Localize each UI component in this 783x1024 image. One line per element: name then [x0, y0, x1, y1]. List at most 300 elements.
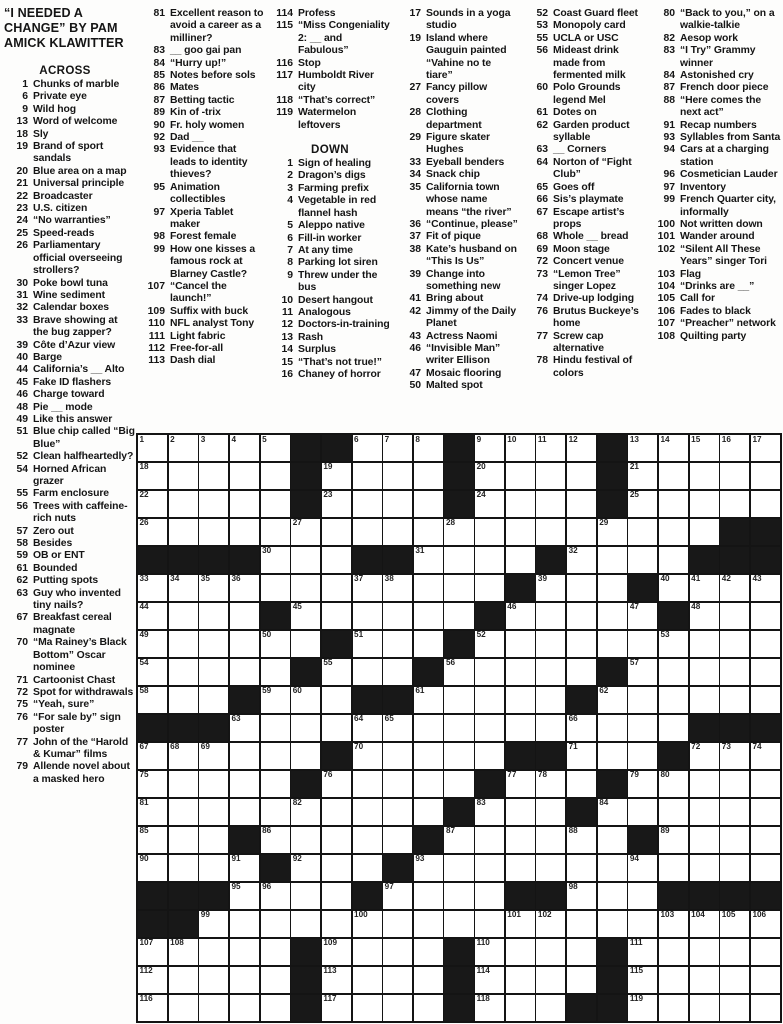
grid-cell[interactable]	[169, 771, 198, 797]
grid-cell[interactable]	[322, 855, 351, 881]
grid-cell[interactable]	[444, 855, 473, 881]
grid-cell[interactable]	[291, 519, 320, 545]
grid-cell[interactable]	[659, 911, 688, 937]
grid-cell[interactable]	[567, 603, 596, 629]
grid-cell[interactable]	[261, 799, 290, 825]
grid-cell[interactable]	[659, 463, 688, 489]
grid-cell[interactable]	[506, 827, 535, 853]
grid-cell[interactable]	[567, 491, 596, 517]
grid-cell[interactable]	[291, 603, 320, 629]
grid-cell[interactable]	[261, 547, 290, 573]
grid-cell[interactable]	[414, 519, 443, 545]
grid-cell[interactable]	[690, 967, 719, 993]
grid-cell[interactable]	[536, 827, 565, 853]
grid-cell[interactable]	[475, 659, 504, 685]
grid-cell[interactable]	[567, 855, 596, 881]
grid-cell[interactable]	[414, 715, 443, 741]
grid-cell[interactable]	[690, 687, 719, 713]
grid-cell[interactable]	[690, 995, 719, 1021]
grid-cell[interactable]	[230, 491, 259, 517]
grid-cell[interactable]	[506, 939, 535, 965]
grid-cell[interactable]	[751, 939, 780, 965]
grid-cell[interactable]	[199, 911, 228, 937]
grid-cell[interactable]	[628, 547, 657, 573]
grid-cell[interactable]	[414, 883, 443, 909]
grid-cell[interactable]	[536, 855, 565, 881]
grid-cell[interactable]	[506, 715, 535, 741]
grid-cell[interactable]	[690, 463, 719, 489]
grid-cell[interactable]	[598, 687, 627, 713]
grid-cell[interactable]	[169, 603, 198, 629]
grid-cell[interactable]	[628, 631, 657, 657]
grid-cell[interactable]	[536, 519, 565, 545]
grid-cell[interactable]	[138, 575, 167, 601]
grid-cell[interactable]	[230, 631, 259, 657]
grid-cell[interactable]	[169, 435, 198, 461]
grid-cell[interactable]	[261, 435, 290, 461]
grid-cell[interactable]	[199, 519, 228, 545]
grid-cell[interactable]	[506, 631, 535, 657]
grid-cell[interactable]	[475, 435, 504, 461]
grid-cell[interactable]	[291, 827, 320, 853]
grid-cell[interactable]	[690, 743, 719, 769]
grid-cell[interactable]	[444, 715, 473, 741]
grid-cell[interactable]	[199, 939, 228, 965]
grid-cell[interactable]	[628, 603, 657, 629]
grid-cell[interactable]	[414, 799, 443, 825]
grid-cell[interactable]	[353, 715, 382, 741]
grid-cell[interactable]	[261, 883, 290, 909]
grid-cell[interactable]	[659, 435, 688, 461]
grid-cell[interactable]	[720, 491, 749, 517]
grid-cell[interactable]	[720, 603, 749, 629]
grid-cell[interactable]	[690, 939, 719, 965]
grid-cell[interactable]	[138, 939, 167, 965]
grid-cell[interactable]	[475, 715, 504, 741]
grid-cell[interactable]	[169, 855, 198, 881]
grid-cell[interactable]	[199, 771, 228, 797]
grid-cell[interactable]	[414, 911, 443, 937]
grid-cell[interactable]	[475, 547, 504, 573]
grid-cell[interactable]	[138, 631, 167, 657]
grid-cell[interactable]	[291, 631, 320, 657]
grid-cell[interactable]	[199, 603, 228, 629]
grid-cell[interactable]	[690, 435, 719, 461]
grid-cell[interactable]	[230, 519, 259, 545]
grid-cell[interactable]	[322, 883, 351, 909]
grid-cell[interactable]	[475, 995, 504, 1021]
grid-cell[interactable]	[353, 491, 382, 517]
grid-cell[interactable]	[353, 603, 382, 629]
grid-cell[interactable]	[659, 687, 688, 713]
grid-cell[interactable]	[628, 939, 657, 965]
grid-cell[interactable]	[751, 771, 780, 797]
grid-cell[interactable]	[751, 911, 780, 937]
grid-cell[interactable]	[322, 911, 351, 937]
grid-cell[interactable]	[506, 995, 535, 1021]
grid-cell[interactable]	[536, 715, 565, 741]
grid-cell[interactable]	[138, 771, 167, 797]
grid-cell[interactable]	[414, 743, 443, 769]
grid-cell[interactable]	[720, 687, 749, 713]
grid-cell[interactable]	[567, 911, 596, 937]
grid-cell[interactable]	[598, 631, 627, 657]
grid-cell[interactable]	[383, 463, 412, 489]
grid-cell[interactable]	[138, 687, 167, 713]
grid-cell[interactable]	[169, 519, 198, 545]
grid-cell[interactable]	[567, 575, 596, 601]
grid-cell[interactable]	[751, 687, 780, 713]
grid-cell[interactable]	[659, 827, 688, 853]
grid-cell[interactable]	[291, 799, 320, 825]
grid-cell[interactable]	[659, 547, 688, 573]
grid-cell[interactable]	[690, 491, 719, 517]
grid-cell[interactable]	[628, 687, 657, 713]
grid-cell[interactable]	[475, 687, 504, 713]
grid-cell[interactable]	[659, 771, 688, 797]
grid-cell[interactable]	[628, 519, 657, 545]
grid-cell[interactable]	[414, 687, 443, 713]
grid-cell[interactable]	[751, 491, 780, 517]
grid-cell[interactable]	[199, 631, 228, 657]
grid-cell[interactable]	[659, 491, 688, 517]
grid-cell[interactable]	[353, 939, 382, 965]
grid-cell[interactable]	[322, 995, 351, 1021]
grid-cell[interactable]	[169, 631, 198, 657]
grid-cell[interactable]	[536, 659, 565, 685]
grid-cell[interactable]	[659, 967, 688, 993]
grid-cell[interactable]	[506, 519, 535, 545]
grid-cell[interactable]	[444, 883, 473, 909]
grid-cell[interactable]	[138, 827, 167, 853]
grid-cell[interactable]	[138, 659, 167, 685]
grid-cell[interactable]	[230, 939, 259, 965]
grid-cell[interactable]	[383, 743, 412, 769]
grid-cell[interactable]	[261, 827, 290, 853]
grid-cell[interactable]	[138, 855, 167, 881]
grid-cell[interactable]	[230, 743, 259, 769]
grid-cell[interactable]	[383, 939, 412, 965]
grid-cell[interactable]	[536, 939, 565, 965]
grid-cell[interactable]	[199, 659, 228, 685]
grid-cell[interactable]	[138, 995, 167, 1021]
grid-cell[interactable]	[690, 771, 719, 797]
grid-cell[interactable]	[383, 967, 412, 993]
grid-cell[interactable]	[690, 659, 719, 685]
grid-cell[interactable]	[322, 799, 351, 825]
grid-cell[interactable]	[383, 603, 412, 629]
grid-cell[interactable]	[353, 827, 382, 853]
grid-cell[interactable]	[261, 967, 290, 993]
grid-cell[interactable]	[169, 659, 198, 685]
grid-cell[interactable]	[383, 519, 412, 545]
grid-cell[interactable]	[720, 855, 749, 881]
grid-cell[interactable]	[261, 911, 290, 937]
grid-cell[interactable]	[751, 827, 780, 853]
grid-cell[interactable]	[598, 603, 627, 629]
grid-cell[interactable]	[567, 631, 596, 657]
grid-cell[interactable]	[230, 883, 259, 909]
grid-cell[interactable]	[690, 631, 719, 657]
grid-cell[interactable]	[720, 743, 749, 769]
grid-cell[interactable]	[414, 967, 443, 993]
grid-cell[interactable]	[353, 995, 382, 1021]
grid-cell[interactable]	[720, 631, 749, 657]
grid-cell[interactable]	[383, 491, 412, 517]
grid-cell[interactable]	[690, 799, 719, 825]
grid-cell[interactable]	[659, 631, 688, 657]
grid-cell[interactable]	[567, 659, 596, 685]
grid-cell[interactable]	[261, 575, 290, 601]
grid-cell[interactable]	[751, 967, 780, 993]
grid-cell[interactable]	[199, 575, 228, 601]
grid-cell[interactable]	[506, 659, 535, 685]
grid-cell[interactable]	[199, 967, 228, 993]
grid-cell[interactable]	[475, 491, 504, 517]
grid-cell[interactable]	[536, 463, 565, 489]
grid-cell[interactable]	[230, 799, 259, 825]
grid-cell[interactable]	[628, 659, 657, 685]
grid-cell[interactable]	[169, 995, 198, 1021]
grid-cell[interactable]	[291, 547, 320, 573]
grid-cell[interactable]	[383, 995, 412, 1021]
grid-cell[interactable]	[383, 771, 412, 797]
grid-cell[interactable]	[414, 855, 443, 881]
grid-cell[interactable]	[230, 771, 259, 797]
grid-cell[interactable]	[536, 911, 565, 937]
grid-cell[interactable]	[598, 715, 627, 741]
grid-cell[interactable]	[414, 939, 443, 965]
grid-cell[interactable]	[567, 715, 596, 741]
grid-cell[interactable]	[383, 827, 412, 853]
grid-cell[interactable]	[628, 855, 657, 881]
grid-cell[interactable]	[690, 575, 719, 601]
grid-cell[interactable]	[567, 939, 596, 965]
grid-cell[interactable]	[353, 799, 382, 825]
grid-cell[interactable]	[261, 659, 290, 685]
grid-cell[interactable]	[169, 743, 198, 769]
grid-cell[interactable]	[322, 771, 351, 797]
grid-cell[interactable]	[199, 799, 228, 825]
grid-cell[interactable]	[628, 799, 657, 825]
grid-cell[interactable]	[353, 743, 382, 769]
grid-cell[interactable]	[567, 463, 596, 489]
grid-cell[interactable]	[444, 687, 473, 713]
grid-cell[interactable]	[536, 631, 565, 657]
grid-cell[interactable]	[444, 911, 473, 937]
grid-cell[interactable]	[230, 911, 259, 937]
grid-cell[interactable]	[751, 743, 780, 769]
grid-cell[interactable]	[138, 463, 167, 489]
grid-cell[interactable]	[353, 575, 382, 601]
grid-cell[interactable]	[720, 995, 749, 1021]
grid-cell[interactable]	[322, 967, 351, 993]
grid-cell[interactable]	[138, 491, 167, 517]
grid-cell[interactable]	[353, 519, 382, 545]
grid-cell[interactable]	[536, 967, 565, 993]
grid-cell[interactable]	[138, 603, 167, 629]
grid-cell[interactable]	[322, 603, 351, 629]
grid-cell[interactable]	[506, 855, 535, 881]
grid-cell[interactable]	[506, 771, 535, 797]
grid-cell[interactable]	[353, 911, 382, 937]
grid-cell[interactable]	[628, 463, 657, 489]
grid-cell[interactable]	[383, 911, 412, 937]
grid-cell[interactable]	[199, 435, 228, 461]
grid-cell[interactable]	[536, 575, 565, 601]
grid-cell[interactable]	[536, 491, 565, 517]
grid-cell[interactable]	[169, 799, 198, 825]
grid-cell[interactable]	[720, 575, 749, 601]
grid-cell[interactable]	[506, 435, 535, 461]
grid-cell[interactable]	[322, 827, 351, 853]
grid-cell[interactable]	[322, 519, 351, 545]
grid-cell[interactable]	[169, 491, 198, 517]
grid-cell[interactable]	[230, 715, 259, 741]
grid-cell[interactable]	[169, 967, 198, 993]
grid-cell[interactable]	[414, 603, 443, 629]
grid-cell[interactable]	[751, 631, 780, 657]
grid-cell[interactable]	[659, 519, 688, 545]
grid-cell[interactable]	[383, 435, 412, 461]
grid-cell[interactable]	[690, 911, 719, 937]
grid-cell[interactable]	[138, 799, 167, 825]
grid-cell[interactable]	[598, 799, 627, 825]
grid-cell[interactable]	[414, 631, 443, 657]
grid-cell[interactable]	[567, 435, 596, 461]
grid-cell[interactable]	[353, 967, 382, 993]
grid-cell[interactable]	[230, 603, 259, 629]
grid-cell[interactable]	[475, 939, 504, 965]
grid-cell[interactable]	[751, 995, 780, 1021]
grid-cell[interactable]	[506, 463, 535, 489]
grid-cell[interactable]	[169, 827, 198, 853]
grid-cell[interactable]	[720, 799, 749, 825]
grid-cell[interactable]	[628, 883, 657, 909]
grid-cell[interactable]	[383, 659, 412, 685]
grid-cell[interactable]	[414, 435, 443, 461]
grid-cell[interactable]	[475, 883, 504, 909]
grid-cell[interactable]	[475, 855, 504, 881]
grid-cell[interactable]	[199, 995, 228, 1021]
grid-cell[interactable]	[475, 519, 504, 545]
grid-cell[interactable]	[536, 995, 565, 1021]
grid-cell[interactable]	[261, 939, 290, 965]
grid-cell[interactable]	[230, 855, 259, 881]
grid-cell[interactable]	[475, 631, 504, 657]
grid-cell[interactable]	[690, 603, 719, 629]
grid-cell[interactable]	[199, 463, 228, 489]
grid-cell[interactable]	[567, 967, 596, 993]
grid-cell[interactable]	[353, 463, 382, 489]
grid-cell[interactable]	[444, 519, 473, 545]
grid-cell[interactable]	[506, 491, 535, 517]
grid-cell[interactable]	[598, 911, 627, 937]
grid-cell[interactable]	[414, 575, 443, 601]
grid-cell[interactable]	[720, 939, 749, 965]
grid-cell[interactable]	[720, 827, 749, 853]
grid-cell[interactable]	[261, 743, 290, 769]
grid-cell[interactable]	[720, 463, 749, 489]
grid-cell[interactable]	[353, 855, 382, 881]
grid-cell[interactable]	[291, 911, 320, 937]
grid-cell[interactable]	[230, 435, 259, 461]
grid-cell[interactable]	[598, 883, 627, 909]
grid-cell[interactable]	[567, 519, 596, 545]
grid-cell[interactable]	[199, 855, 228, 881]
grid-cell[interactable]	[720, 911, 749, 937]
grid-cell[interactable]	[322, 547, 351, 573]
grid-cell[interactable]	[138, 519, 167, 545]
grid-cell[interactable]	[506, 603, 535, 629]
grid-cell[interactable]	[138, 743, 167, 769]
grid-cell[interactable]	[353, 659, 382, 685]
grid-cell[interactable]	[322, 491, 351, 517]
grid-cell[interactable]	[291, 855, 320, 881]
grid-cell[interactable]	[659, 939, 688, 965]
grid-cell[interactable]	[475, 967, 504, 993]
grid-cell[interactable]	[353, 631, 382, 657]
grid-cell[interactable]	[261, 715, 290, 741]
grid-cell[interactable]	[628, 911, 657, 937]
grid-cell[interactable]	[230, 463, 259, 489]
grid-cell[interactable]	[567, 771, 596, 797]
grid-cell[interactable]	[475, 743, 504, 769]
grid-cell[interactable]	[628, 967, 657, 993]
grid-cell[interactable]	[261, 463, 290, 489]
grid-cell[interactable]	[322, 687, 351, 713]
grid-cell[interactable]	[720, 771, 749, 797]
grid-cell[interactable]	[230, 575, 259, 601]
grid-cell[interactable]	[230, 659, 259, 685]
grid-cell[interactable]	[536, 799, 565, 825]
grid-cell[interactable]	[199, 687, 228, 713]
grid-cell[interactable]	[261, 491, 290, 517]
grid-cell[interactable]	[598, 743, 627, 769]
grid-cell[interactable]	[598, 575, 627, 601]
grid-cell[interactable]	[536, 771, 565, 797]
grid-cell[interactable]	[383, 883, 412, 909]
grid-cell[interactable]	[444, 603, 473, 629]
grid-cell[interactable]	[261, 687, 290, 713]
grid-cell[interactable]	[506, 911, 535, 937]
grid-cell[interactable]	[261, 771, 290, 797]
grid-cell[interactable]	[261, 631, 290, 657]
grid-cell[interactable]	[475, 827, 504, 853]
grid-cell[interactable]	[659, 995, 688, 1021]
grid-cell[interactable]	[444, 771, 473, 797]
grid-cell[interactable]	[291, 883, 320, 909]
grid-cell[interactable]	[567, 883, 596, 909]
grid-cell[interactable]	[383, 631, 412, 657]
grid-cell[interactable]	[353, 435, 382, 461]
grid-cell[interactable]	[230, 995, 259, 1021]
grid-cell[interactable]	[751, 435, 780, 461]
grid-cell[interactable]	[444, 659, 473, 685]
grid-cell[interactable]	[598, 519, 627, 545]
grid-cell[interactable]	[659, 715, 688, 741]
grid-cell[interactable]	[322, 463, 351, 489]
grid-cell[interactable]	[322, 939, 351, 965]
grid-cell[interactable]	[475, 911, 504, 937]
grid-cell[interactable]	[199, 743, 228, 769]
grid-cell[interactable]	[598, 827, 627, 853]
grid-cell[interactable]	[414, 491, 443, 517]
grid-cell[interactable]	[322, 715, 351, 741]
grid-cell[interactable]	[536, 435, 565, 461]
grid-cell[interactable]	[628, 491, 657, 517]
grid-cell[interactable]	[475, 463, 504, 489]
